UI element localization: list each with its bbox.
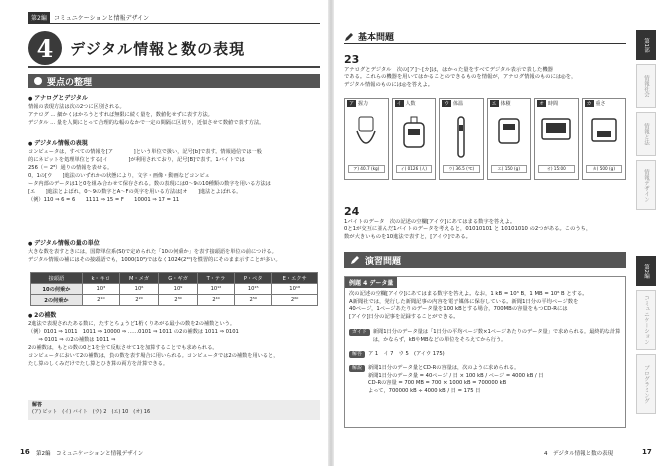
- device-card: [582, 98, 627, 180]
- complement-line: ⇒ 0101 ⇒ の2の補数は 1011 ⇒: [28, 337, 116, 343]
- device-key: イ: [396, 101, 402, 107]
- question-line: 0と1が交互に並んだ1バイトのデータを考えると，01010101 と 10101010 の2つがある。このうち，: [344, 226, 592, 232]
- analog-heading: ● アナログとデジタル: [28, 95, 320, 103]
- answer-text: (ア) ビット (イ) バイト (ウ) 2 (エ) 10 (オ) 16: [32, 409, 151, 415]
- thermometer-icon: [451, 115, 471, 161]
- device-card: [487, 98, 532, 180]
- left-page: [0, 0, 328, 466]
- section-title: コミュニケーションと情報デザイン: [53, 15, 150, 22]
- basic-title: 基本問題: [358, 33, 395, 43]
- question-number: 23: [344, 53, 360, 66]
- analog-line: 情報の表現方法は次の2つに区別される。: [28, 104, 125, 110]
- guide-text: 新聞1日分のデータ量は「1日分の平均ページ数×1ページあたりのデータ量」で求められる。最終的な計算は，かならず，kBやMBなどの単位をそろえてから行う。: [372, 329, 621, 343]
- device-card: [534, 98, 579, 180]
- device-caption: イ) 0126 (人): [396, 165, 433, 173]
- table-cell: 10¹⁵: [235, 284, 272, 295]
- table-header: 接頭語: [31, 273, 83, 284]
- table-cell: 2⁴⁰: [197, 295, 234, 306]
- table-cell: 2¹⁰: [82, 295, 119, 306]
- practice-title: 演習問題: [365, 256, 402, 267]
- summary-header: [28, 74, 320, 88]
- side-tabs: [636, 30, 656, 430]
- answer-tag: 解答: [349, 351, 365, 358]
- answer-box: [28, 400, 320, 420]
- example-line: 40ページ，1ページあたりのデータ量を100 kBとする場合，700MBの容量をもつCD-Rには: [349, 306, 568, 312]
- clock-icon: [539, 115, 573, 145]
- example-text: [349, 291, 623, 321]
- digital-line: [エ ]進法とよばれ，0〜9の数字とA〜Fの英字を用いる方法は[オ ]進法とよばれる。: [28, 189, 242, 195]
- basic-problems-header: [344, 30, 626, 44]
- digital-line: 256（＝ 2⁸）通りの情報を表せる。: [28, 165, 113, 171]
- measuring-device-icon: [494, 115, 524, 149]
- chapter-number: 4: [28, 31, 62, 65]
- section-tag: 第2編: [28, 12, 50, 23]
- counter-icon: [399, 115, 429, 155]
- side-tab[interactable]: 情報と法: [636, 112, 656, 156]
- table-row: [31, 295, 318, 306]
- table-header: E・エクサ: [272, 273, 318, 284]
- pencil-icon: [344, 32, 354, 42]
- units-heading: ● デジタル情報の量の単位: [28, 240, 320, 248]
- units-line: 大きな数を表すときには，国際単位系(SI)で定められた「10の何乗か」を表す接頭語を単位の前につける。: [28, 249, 277, 255]
- analog-section: [28, 93, 320, 127]
- table-header: T・テラ: [197, 273, 234, 284]
- complement-heading: ● 2の補数: [28, 312, 320, 320]
- question-number: 24: [344, 205, 360, 218]
- complement-section: [28, 310, 320, 368]
- example-box: [344, 276, 626, 428]
- digital-line: ータ内部のデータは1と0を組み合わせて保存される。数の表現には0〜9の10種類の数字を用いる方法は: [28, 181, 271, 187]
- digital-heading: ● デジタル情報の表現: [28, 140, 320, 148]
- device-name: 体積: [500, 101, 511, 107]
- analog-line: デジタル … 量を人間にとって合理的な幅のなかで一定の間隔に区切り，近似させて数値で表す方法。: [28, 120, 265, 126]
- device-key: エ: [491, 101, 497, 107]
- table-cell: 10³: [82, 284, 119, 295]
- device-name: 人数: [405, 101, 416, 107]
- device-card: [392, 98, 437, 180]
- digital-line: コンピュータは，すべての情報を[ア ]という単位で扱い，記号[b]で表す。情報通信では一般: [28, 149, 262, 155]
- question-23: [344, 53, 626, 89]
- example-number: 例題 4: [349, 280, 368, 287]
- scale-icon: [589, 115, 619, 145]
- table-header: M・メガ: [119, 273, 158, 284]
- guide-tag: ガイド: [349, 329, 370, 336]
- digital-section: [28, 138, 320, 204]
- table-cell: 2の何乗か: [31, 295, 83, 306]
- page-number: 17: [642, 448, 652, 456]
- chapter-title: デジタル情報と数の表現: [70, 39, 246, 58]
- device-name: 時間: [548, 101, 559, 107]
- question-line: である。これらの機器を用いてはかることのできるものを情報が，アナログ情報のものには◎を，: [344, 74, 577, 80]
- question-line: アナログとデジタル 次の[ア]〜[カ]は，はかった量をすべてデジタル表示で表した機器: [344, 66, 553, 73]
- explain-line: よって，700000 kB ÷ 4000 kB / 日 = 175 日: [368, 387, 481, 394]
- example-topic: データ量: [369, 280, 394, 287]
- device-key: ア: [349, 101, 355, 107]
- page-footer: 4 デジタル情報と数の表現: [544, 451, 614, 457]
- table-cell: 2⁵⁰: [235, 295, 272, 306]
- device-name: 握力: [358, 101, 369, 107]
- section-bar: [28, 12, 320, 24]
- example-line: A新聞社では，発行した新聞記事の内容を電子媒体に保存している。新聞1日分の平均ページ数を: [349, 298, 579, 305]
- device-name: 重さ: [595, 101, 606, 107]
- explain-row: [349, 365, 623, 395]
- device-key: ウ: [444, 101, 450, 107]
- summary-title: 要点の整理: [47, 77, 93, 88]
- table-cell: 10⁶: [119, 284, 158, 295]
- side-tab[interactable]: コミュニケーション: [636, 290, 656, 350]
- complement-line: 2進法で表現されたある数に，たすとちょうど1桁くりあがる最小の数を2の補数という。: [28, 321, 236, 327]
- units-section: [28, 238, 320, 264]
- bullet-icon: [34, 77, 42, 85]
- units-table: [30, 272, 318, 306]
- table-cell: 2²⁰: [119, 295, 158, 306]
- digital-line: （例）110 ⇒ 6 = 6 1111 ⇒ 15 = F 10001 ⇒ 17 = 11: [28, 197, 180, 203]
- side-tab[interactable]: 情報デザイン: [636, 160, 656, 210]
- question-24: [344, 205, 626, 241]
- digital-line: 的にネビットを処理単位とする[イ ]が利用されており，記号[B]で表す。1バイトでは: [28, 157, 245, 163]
- table-cell: 10の何乗か: [31, 284, 83, 295]
- page-number: 16: [20, 448, 30, 456]
- table-cell: 10¹⁸: [272, 284, 318, 295]
- side-tab[interactable]: プログラミング: [636, 354, 656, 414]
- table-cell: 2³⁰: [159, 295, 198, 306]
- answer-row: [349, 351, 623, 359]
- complement-line: コンピュータにおいて2の補数は，負の数を表す場合に用いられる。コンピュータでは2の補数を用いると，: [28, 353, 279, 359]
- complement-line: （例）0101 ⇒ 1011 1011 ⇒ 10000 ⇒ ……0101 ⇒ 1011 の2の補数は 1011 ⇒ 0101: [28, 329, 239, 335]
- explain-tag: 解説: [349, 365, 365, 372]
- practice-header: [344, 252, 626, 268]
- complement-line: たし算のしくみだけでたし算とひき算の両方を計算できる。: [28, 361, 169, 367]
- table-cell: 2⁶⁰: [272, 295, 318, 306]
- device-images-row: [344, 98, 626, 180]
- grip-meter-icon: [351, 115, 381, 155]
- example-label: [345, 277, 397, 288]
- units-line: デジタル情報の補にはその接頭語でも，1000(10³)ではなく1024(2¹⁰)を慣習的にそのまま示すことが多い。: [28, 257, 281, 263]
- explain-block: [368, 365, 543, 395]
- device-key: カ: [586, 101, 592, 107]
- explain-line: 新聞1日分のデータ量 = 40ページ / 日 × 100 kB / ページ = 4000 kB / 日: [368, 372, 544, 379]
- question-line: 数が大きいものを10進法で表すと，[アイウ]である。: [344, 233, 471, 240]
- device-caption: ウ) 36.5 (℃): [443, 165, 480, 173]
- device-card: [344, 98, 389, 180]
- explain-line: CD-Rの容量 = 700 MB = 700 × 1000 kB = 700000 kB: [368, 380, 507, 386]
- table-header: P・ペタ: [235, 273, 272, 284]
- explain-line: 新聞1日分のデータ量とCD-Rの容量は，次のように求められる。: [368, 365, 520, 371]
- device-caption: ア) 40.7 (kg): [348, 165, 385, 173]
- table-header: G・ギガ: [159, 273, 198, 284]
- right-page: [334, 0, 660, 466]
- complement-line: 2の補数は，もとの数の0と1を全て反転させて1を加算することでも求められる。: [28, 345, 218, 351]
- side-tab[interactable]: 第1部: [636, 30, 656, 60]
- table-cell: 10¹²: [197, 284, 234, 295]
- chapter-heading: [28, 30, 320, 68]
- device-caption: カ) 500 (g): [586, 165, 623, 173]
- table-header: k・キロ: [82, 273, 119, 284]
- pencil-icon: [350, 255, 360, 265]
- device-key: オ: [539, 101, 545, 107]
- device-caption: オ) 15:00: [538, 165, 575, 173]
- analog-line: アナログ … 細かくはかろうとすれば無限に続く量を，数値化せずに表す方法。: [28, 112, 213, 118]
- table-row: [31, 284, 318, 295]
- answer-text: ア 1 イ 7 ウ 5 (アイウ 175): [368, 351, 445, 357]
- digital-line: 0，1の[ウ ]進法のいずれかの状態により，文字・画像・動画などコンピュ: [28, 173, 210, 179]
- device-name: 体温: [453, 101, 464, 107]
- example-line: [アイウ]日分の記事を記録することができる。: [349, 313, 459, 320]
- example-line: 次の記述の空欄[アイウ]にあてはまる数字を答えよ。なお，1 kB = 10³ B，1 MB = 10⁶ B とする。: [349, 291, 588, 297]
- device-caption: エ) 150 (g): [491, 165, 528, 173]
- question-line: 1バイトのデータ 次の記述の空欄[アイウ]にあてはまる数字を答えよ。: [344, 218, 516, 225]
- table-header-row: [31, 273, 318, 284]
- page-footer: 第2編 コミュニケーションと情報デザイン: [36, 451, 144, 457]
- table-cell: 10⁹: [159, 284, 198, 295]
- device-card: [439, 98, 484, 180]
- question-line: デジタル情報のものには◎を答えよ。: [344, 81, 434, 88]
- guide-row: [349, 329, 623, 344]
- side-tab[interactable]: 第2編: [636, 256, 656, 286]
- answer-label: 解答: [32, 402, 43, 408]
- side-tab[interactable]: 情報社会: [636, 64, 656, 108]
